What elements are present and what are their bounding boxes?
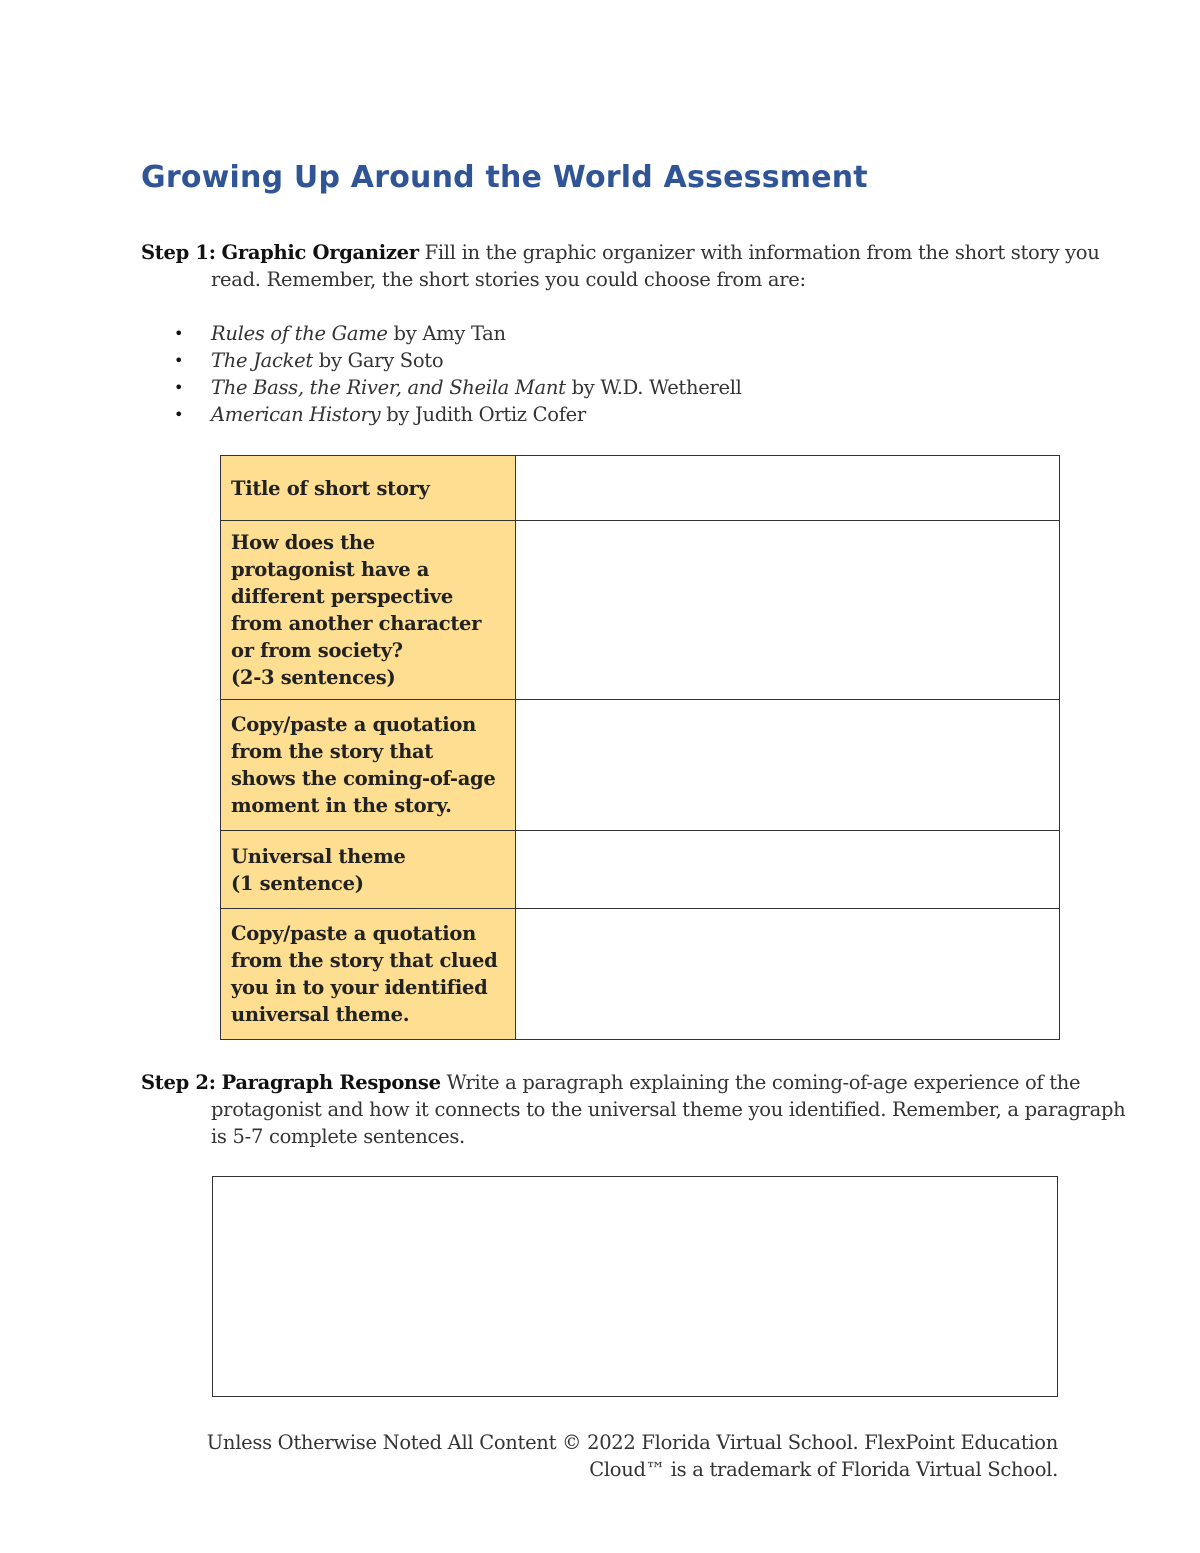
row-label-cell [221, 521, 516, 700]
answer-cell-title[interactable] [516, 456, 1060, 521]
row-label-cell [221, 909, 516, 1040]
answer-cell-coming-of-age-quote[interactable] [516, 700, 1060, 831]
table-row [221, 831, 1060, 909]
step-2-label: Step 2: [141, 1071, 216, 1094]
story-title: Rules of the Game [211, 322, 388, 345]
row-label: Copy/paste a quotation from the story that clued you in to your identified universal theme. [231, 922, 498, 1026]
story-title: American History [211, 403, 381, 426]
row-label: Universal theme (1 sentence) [231, 844, 406, 895]
bullet-icon: • [174, 378, 184, 397]
footer-line-1: Unless Otherwise Noted All Content © 2022 Florida Virtual School. FlexPoint Education [206, 1431, 1058, 1454]
row-label: Copy/paste a quotation from the story that shows the coming-of-age moment in the story. [231, 713, 496, 817]
graphic-organizer-table [220, 455, 1060, 1040]
list-item [141, 347, 742, 374]
list-item [141, 374, 742, 401]
step-1-instructions [141, 239, 1131, 293]
row-label-cell [221, 831, 516, 909]
step-1-text: Fill in the graphic organizer with information from the short story you read. Remember, the short stories you could choose from are: [211, 241, 1100, 291]
row-label-cell [221, 700, 516, 831]
row-label: Title of short story [231, 476, 430, 500]
copyright-footer [200, 1429, 1058, 1483]
story-list [141, 320, 742, 428]
bullet-icon: • [174, 351, 184, 370]
table-row [221, 909, 1060, 1040]
table-row [221, 700, 1060, 831]
footer-line-2: Cloud™ is a trademark of Florida Virtual School. [589, 1458, 1058, 1481]
answer-cell-perspective[interactable] [516, 521, 1060, 700]
answer-cell-theme-quote[interactable] [516, 909, 1060, 1040]
row-label: How does the protagonist have a different perspective from another character or from society? (2-3 sentences) [231, 531, 482, 689]
story-title: The Bass, the River, and Sheila Mant [211, 376, 566, 399]
step-1-label: Step 1: [141, 241, 216, 264]
story-author: by Judith Ortiz Cofer [380, 403, 586, 426]
story-title: The Jacket [211, 349, 313, 372]
answer-cell-universal-theme[interactable] [516, 831, 1060, 909]
table-row [221, 521, 1060, 700]
step-2-text: Write a paragraph explaining the coming-of-age experience of the protagonist and how it connects to the universal theme you identified. Remember, a paragraph is 5-7 complete sentences. [211, 1071, 1126, 1148]
bullet-icon: • [174, 324, 184, 343]
paragraph-response-box[interactable] [212, 1176, 1058, 1397]
row-label-cell [221, 456, 516, 521]
table-row [221, 456, 1060, 521]
page-title: Growing Up Around the World Assessment [141, 160, 868, 195]
bullet-icon: • [174, 405, 184, 424]
story-author: by Amy Tan [387, 322, 506, 345]
list-item [141, 320, 742, 347]
step-2-instructions [141, 1069, 1131, 1150]
step-2-heading: Paragraph Response [221, 1071, 441, 1094]
story-author: by W.D. Wetherell [565, 376, 742, 399]
story-author: by Gary Soto [312, 349, 444, 372]
step-1-heading: Graphic Organizer [221, 241, 419, 264]
list-item [141, 401, 742, 428]
